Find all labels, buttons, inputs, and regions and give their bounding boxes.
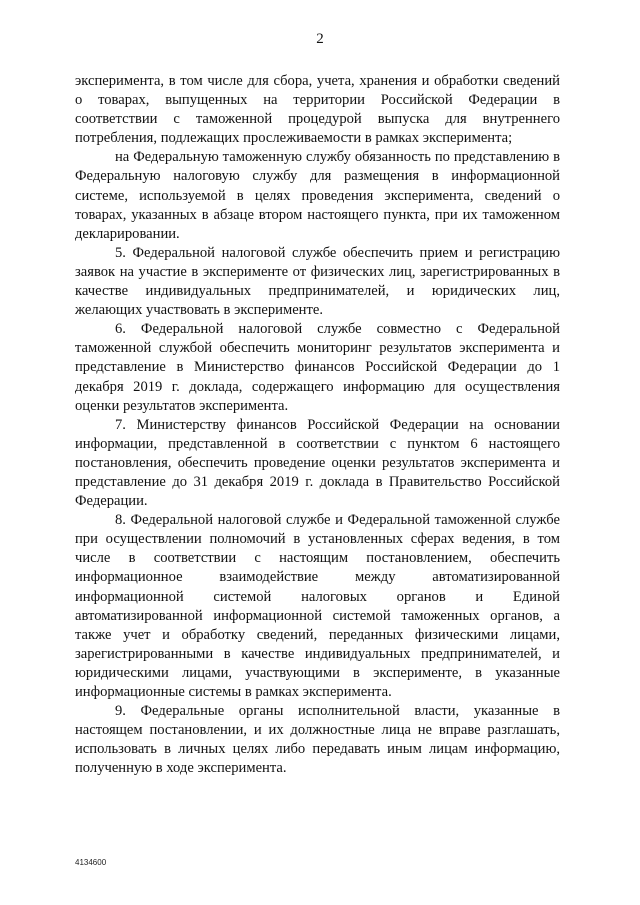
paragraph-item-5: 5. Федеральной налоговой службе обеспечить прием и регистрацию заявок на участие в эксперименте от физических лиц, зарегистрированных в качестве индивидуальных предпринимателей, и юридических лиц, желающих участвовать в эксперименте. xyxy=(75,244,560,319)
paragraph-continuation: эксперимента, в том числе для сбора, учета, хранения и обработки сведений о товарах, выпущенных на территории Российской Федерации в соответствии с таможенной процедурой выпуска для внутреннего потребления, подлежащих прослеживаемости в рамках эксперимента; xyxy=(75,73,560,147)
paragraph-item-9: 9. Федеральные органы исполнительной власти, указанные в настоящем постановлении, и их должностные лица не вправе разглашать, использовать в личных целях либо передавать иным лицам информацию, полученную в ходе эксперимента. xyxy=(75,703,560,777)
paragraph-customs-obligation: на Федеральную таможенную службу обязанность по представлению в Федеральную налоговую службу для размещения в информационной системе, используемой в целях проведения эксперимента, сведений о товарах, указанных в абзаце втором настоящего пункта, при их таможенном декларировании. xyxy=(75,149,560,242)
paragraph-item-7: 7. Министерству финансов Российской Федерации на основании информации, представленной в соответствии с пунктом 6 настоящего постановления, обеспечить проведение оценки результатов эксперимента и представление до 31 декабря 2019 г. доклада в Правительство Российской Федерации. xyxy=(75,416,560,510)
document-body xyxy=(75,72,560,778)
document-code: 4134600 xyxy=(75,858,107,867)
paragraph-item-6: 6. Федеральной налоговой службе совместно с Федеральной таможенной службой обеспечить мониторинг результатов эксперимента и представление в Министерство финансов Российской Федерации до 1 декабря 2019 г. доклада, содержащего информацию для осуществления оценки результатов эксперимента. xyxy=(75,321,560,414)
paragraph-item-8: 8. Федеральной налоговой службе и Федеральной таможенной службе при осуществлении полномочий в установленных сферах ведения, в том числе в соответствии с настоящим постановлением, обеспечить информационное взаимодействие между автоматизированной информационной системой налоговых органов и Единой автоматизированной информационной системой таможенных органов, а также учет и обработку сведений, переданных физическими лицами, зарегистрированными в качестве индивидуальных предпринимателей, и юридическими лицами, участвующими в эксперименте, в указанные информационные системы в рамках эксперимента. xyxy=(75,512,560,700)
page-number: 2 xyxy=(316,31,324,47)
